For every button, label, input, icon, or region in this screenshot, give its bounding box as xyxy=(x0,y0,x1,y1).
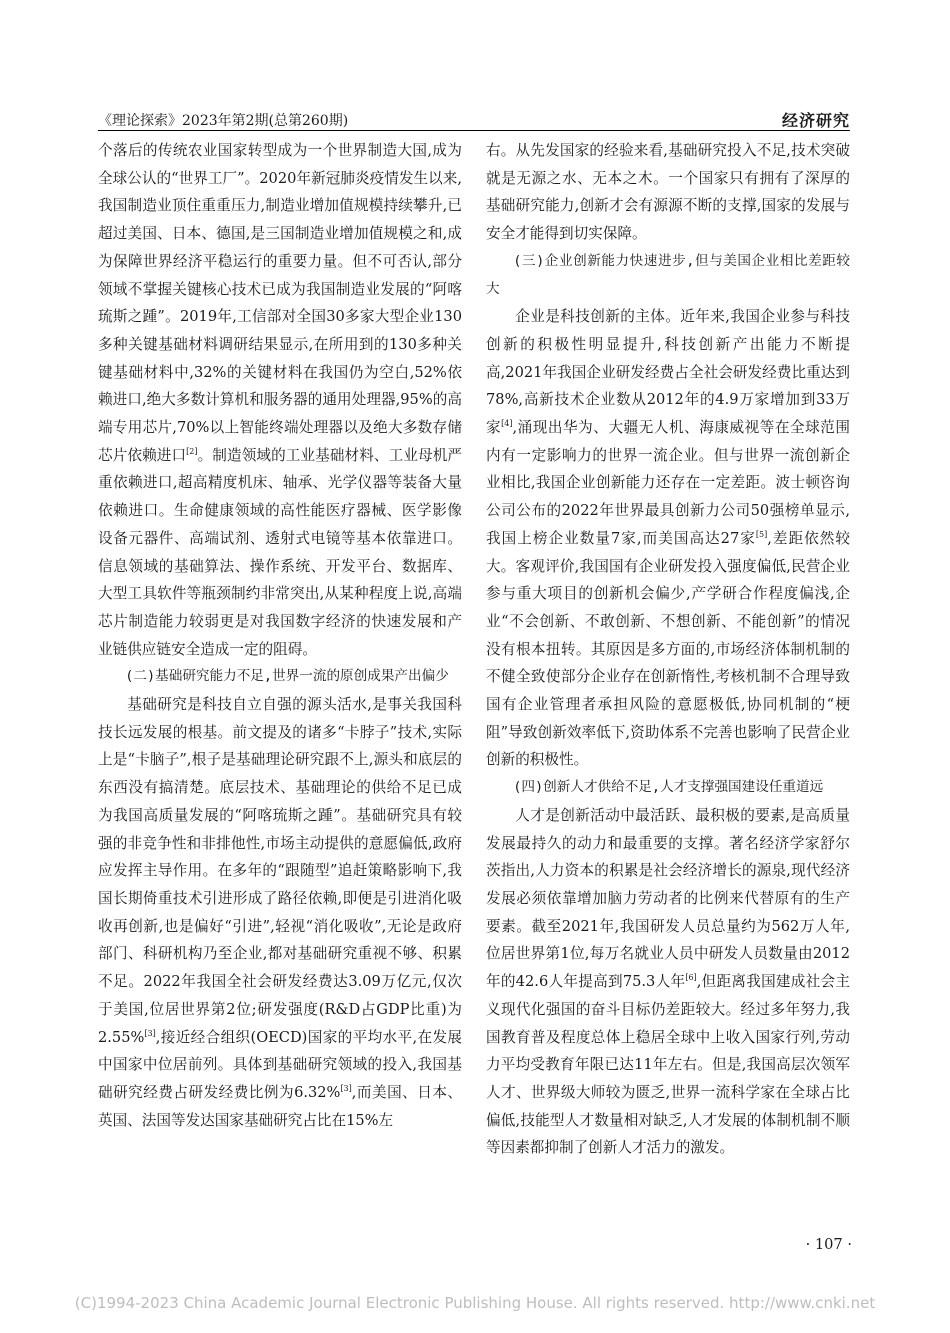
citation-ref[interactable]: [2] xyxy=(186,446,198,456)
journal-citation: 《理论探索》2023年第2期(总第260期) xyxy=(98,113,349,129)
citation-ref[interactable]: [3] xyxy=(340,1084,352,1094)
citation-ref[interactable]: [5] xyxy=(755,529,768,539)
paragraph: 人才是创新活动中最活跃、最积极的要素,是高质量发展最持久的动力和最重要的支撑。著名经济学家舒尔茨指出,人力资本的积累是社会经济增长的源泉,现代经济发展必须依靠增加脑力劳动者的比例来代替原有的生产要素。截至2021年,我国研发人员总量约为562万人年,位居世界第1位,每万名就业人员中研发人员数量由2012年的42.6人年提高到75.3人年[6],但距离我国建成社会主义现代化强国的奋斗目标仍差距较大。经过多年努力,我国教育普及程度总体上稳居全球中上收入国家行列,劳动力平均受教育年限已达11年左右。但是,我国高层次领军人才、世界级大师较为匮乏,世界一流科学家在全球占比偏低,技能型人才数量相对缺乏,人才发展的体制机制不顺等因素都抑制了创新人才活力的激发。 xyxy=(486,806,850,1157)
subsection-heading-3: (三)企业创新能力快速进步,但与美国企业相比差距较大 xyxy=(486,252,850,297)
running-header xyxy=(98,108,850,130)
paragraph: 个落后的传统农业国家转型成为一个世界制造大国,成为全球公认的“世界工厂”。2020年新冠肺炎疫情发生以来,我国制造业顶住重重压力,制造业增加值规模持续攀升,已超过美国、日本、德国,是三国制造业增加值规模之和,成为保障世界经济平稳运行的重要力量。但不可否认,部分领域不掌握关键核心技术已成为我国制造业发展的“阿喀琉斯之踵”。2019年,工信部对全国30多家大型企业130多种关键基础材料调研结果显示,在所用到的130多种关键基础材料中,32%的关键材料在我国仍为空白,52%依赖进口,绝大多数计算机和服务器的通用处理器,95%的高端专用芯片,70%以上智能终端处理器以及绝大多数存储芯片依赖进口[2]。制造领域的工业基础材料、工业母机严重依赖进口,超高精度机床、轴承、光学仪器等装备大量依赖进口。生命健康领域的高性能医疗器械、医学影像设备元器件、高端试剂、透射式电镜等基本依靠进口。信息领域的基础算法、操作系统、开发平台、数据库、大型工具软件等瓶颈制约非常突出,从某种程度上说,高端芯片制造能力较弱更是对我国数字经济的快速发展和产业链供应链安全造成一定的阻碍。 xyxy=(98,142,462,658)
header-rule xyxy=(98,130,850,131)
section-title: 经济研究 xyxy=(781,111,850,130)
copyright-footer: (C)1994-2023 China Academic Journal Electronic Publishing House. All rights reserved. http://www.cnki.net xyxy=(74,1294,876,1312)
citation-ref[interactable]: [3] xyxy=(144,1028,156,1038)
paragraph: 基础研究是科技自立自强的源头活水,是事关我国科技长远发展的根基。前文提及的诸多“卡脖子”技术,实际上是“卡脑子”,根子是基础理论研究跟不上,源头和底层的东西没有搞清楚。底层技术、基础理论的供给不足已成为我国高质量发展的“阿喀琉斯之踵”。基础研究具有较强的非竞争性和非排他性,市场主动提供的意愿偏低,政府应发挥主导作用。在多年的“跟随型”追赶策略影响下,我国长期倚重技术引进形成了路径依赖,即便是引进消化吸收再创新,也是偏好“引进”,轻视“消化吸收”,无论是政府部门、科研机构乃至企业,都对基础研究重视不够、积累不足。2022年我国全社会研发经费达3.09万亿元,仅次于美国,位居世界第2位;研发强度(R&D占GDP比重)为2.55%[3],接近经合组织(OECD)国家的平均水平,在发展中国家中位居前列。具体到基础研究领域的投入,我国基础研究经费占研发经费比例为6.32%[3],而美国、日本、英国、法国等发达国家基础研究占比在15%左 xyxy=(98,696,462,1129)
subsection-heading-4: (四)创新人才供给不足,人才支撑强国建设任重道远 xyxy=(513,779,824,796)
paragraph: 企业是科技创新的主体。近年来,我国企业参与科技创新的积极性明显提升,科技创新产出能力不断提高,2021年我国企业研发经费占全社会研发经费比重达到78%,高新技术企业数从2012年的4.9万家增加到33万家[4],涌现出华为、大疆无人机、海康威视等在全球范围内有一定影响力的世界一流企业。但与世界一流创新企业相比,我国企业创新能力还存在一定差距。波士顿咨询公司公布的2022年世界最具创新力公司50强榜单显示,我国上榜企业数量7家,而美国高达27家[5],差距依然较大。客观评价,我国国有企业研发投入强度偏低,民营企业参与重大项目的创新机会偏少,产学研合作程度偏浅,企业“不会创新、不敢创新、不想创新、不能创新”的情况没有根本扭转。其原因是多方面的,市场经济体制机制的不健全致使部分企业存在创新惰性,考核机制不合理导致国有企业管理者承担风险的意愿极低,协同机制的“梗阻”导致创新效率低下,资助体系不完善也影响了民营企业创新的积极性。 xyxy=(486,308,850,769)
page-number: · 107 · xyxy=(805,1236,852,1253)
left-column xyxy=(98,137,462,1134)
right-column xyxy=(486,137,850,1162)
subsection-heading-2: (二)基础研究能力不足,世界一流的原创成果产出偏少 xyxy=(125,668,449,685)
citation-ref[interactable]: [6] xyxy=(685,973,697,983)
citation-ref[interactable]: [4] xyxy=(501,419,513,429)
paragraph: 右。从先发国家的经验来看,基础研究投入不足,技术突破就是无源之水、无本之木。一个国家只有拥有了深厚的基础研究能力,创新才会有源源不断的支撑,国家的发展与安全才能得到切实保障。 xyxy=(486,142,850,243)
